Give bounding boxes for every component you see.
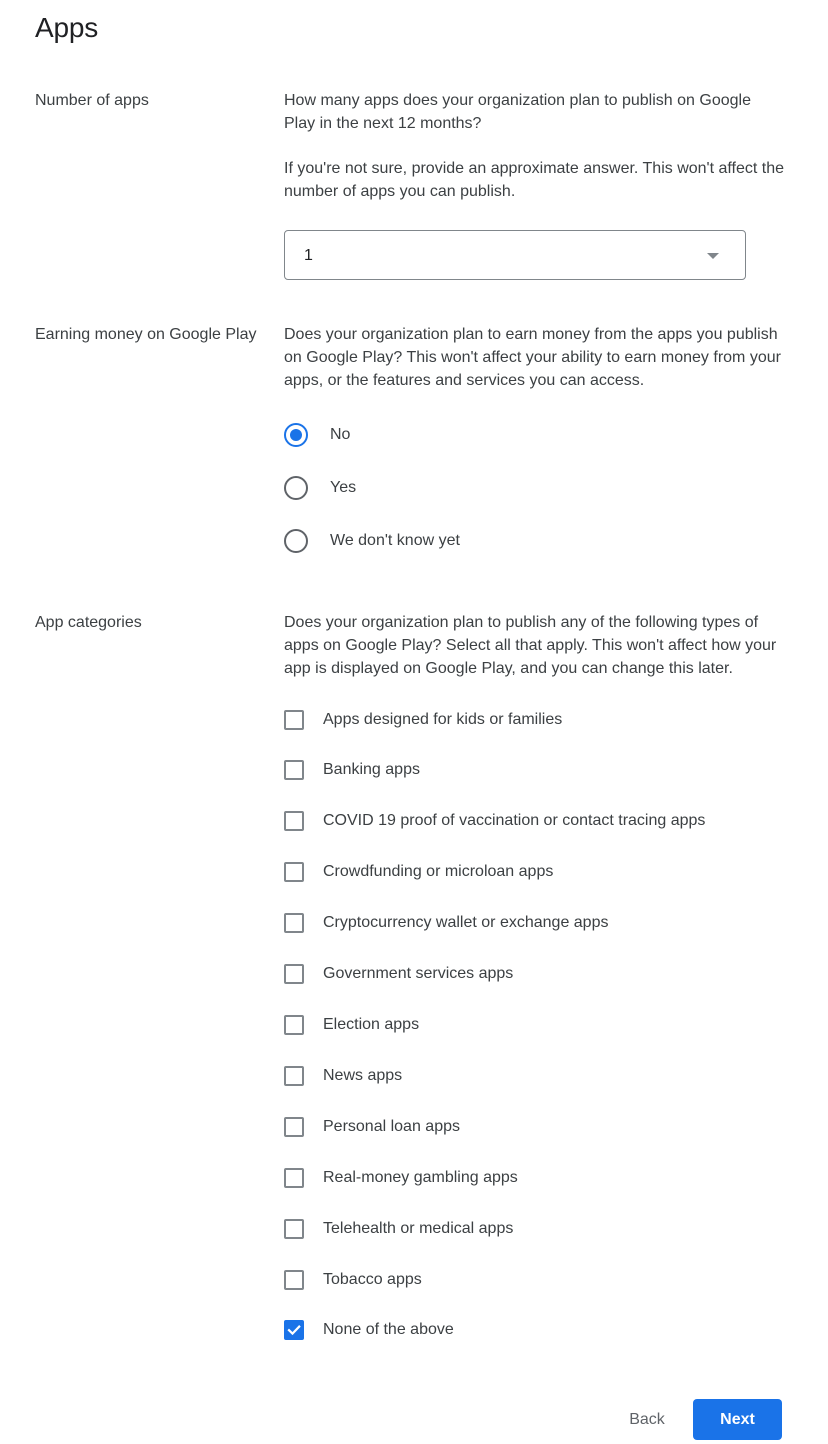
- checkbox-label: COVID 19 proof of vaccination or contact tracing apps: [323, 812, 706, 829]
- checkbox-unchecked-icon[interactable]: [284, 1219, 304, 1239]
- checkbox-label: Government services apps: [323, 965, 514, 982]
- checkbox-unchecked-icon[interactable]: [284, 913, 304, 933]
- checkbox-unchecked-icon[interactable]: [284, 1270, 304, 1290]
- radio-label: Yes: [330, 479, 357, 496]
- checkbox-label: Personal loan apps: [323, 1118, 460, 1135]
- radio-label: We don't know yet: [330, 532, 460, 549]
- earning-money-label: Earning money on Google Play: [35, 326, 257, 343]
- checkbox-unchecked-icon[interactable]: [284, 760, 304, 780]
- checkbox-unchecked-icon[interactable]: [284, 1168, 304, 1188]
- radio-unchecked-icon[interactable]: [284, 529, 308, 553]
- checkbox-label: Real-money gambling apps: [323, 1169, 518, 1186]
- checkbox-label: Cryptocurrency wallet or exchange apps: [323, 914, 609, 931]
- radio-checked-icon[interactable]: [284, 423, 308, 447]
- checkbox-unchecked-icon[interactable]: [284, 1117, 304, 1137]
- checkbox-unchecked-icon[interactable]: [284, 1066, 304, 1086]
- checkbox-unchecked-icon[interactable]: [284, 811, 304, 831]
- earning-money-question: Does your organization plan to earn money from the apps you publish on Google Play? This won't affect your ability to earn money from your apps, or the features and services you can access.: [284, 326, 781, 389]
- app-categories-question: Does your organization plan to publish any of the following types of apps on Google Play? Select all that apply. This won't affect how your app is displayed on Google Play, and you can change this later.: [284, 614, 777, 677]
- dropdown-arrow-icon: [707, 253, 719, 259]
- number-of-apps-select[interactable]: [284, 230, 746, 280]
- next-button[interactable]: Next: [693, 1399, 782, 1440]
- checkbox-checked-icon[interactable]: [284, 1320, 304, 1340]
- number-of-apps-hint: If you're not sure, provide an approximate answer. This won't affect the number of apps you can publish.: [284, 160, 785, 200]
- checkbox-label: Crowdfunding or microloan apps: [323, 863, 554, 880]
- checkbox-label: None of the above: [323, 1321, 454, 1338]
- back-button[interactable]: Back: [616, 1400, 678, 1440]
- app-categories-label: App categories: [35, 614, 142, 631]
- checkbox-label: Telehealth or medical apps: [323, 1220, 514, 1237]
- app-categories-section: [284, 611, 784, 680]
- checkbox-label: Election apps: [323, 1016, 420, 1033]
- checkbox-unchecked-icon[interactable]: [284, 964, 304, 984]
- number-of-apps-selected-value: 1: [304, 247, 313, 264]
- checkbox-label: News apps: [323, 1067, 403, 1084]
- radio-label: No: [330, 426, 351, 443]
- number-of-apps-section: [284, 89, 785, 264]
- earning-money-section: [284, 323, 784, 392]
- checkbox-label: Banking apps: [323, 761, 420, 778]
- checkbox-label: Apps designed for kids or families: [323, 711, 563, 728]
- number-of-apps-question: How many apps does your organization plan to publish on Google Play in the next 12 months?: [284, 92, 751, 132]
- checkbox-unchecked-icon[interactable]: [284, 710, 304, 730]
- checkmark-icon: [287, 1323, 301, 1337]
- radio-unchecked-icon[interactable]: [284, 476, 308, 500]
- checkbox-unchecked-icon[interactable]: [284, 1015, 304, 1035]
- number-of-apps-label: Number of apps: [35, 92, 149, 109]
- page-title: Apps: [35, 12, 99, 43]
- checkbox-label: Tobacco apps: [323, 1271, 422, 1288]
- checkbox-unchecked-icon[interactable]: [284, 862, 304, 882]
